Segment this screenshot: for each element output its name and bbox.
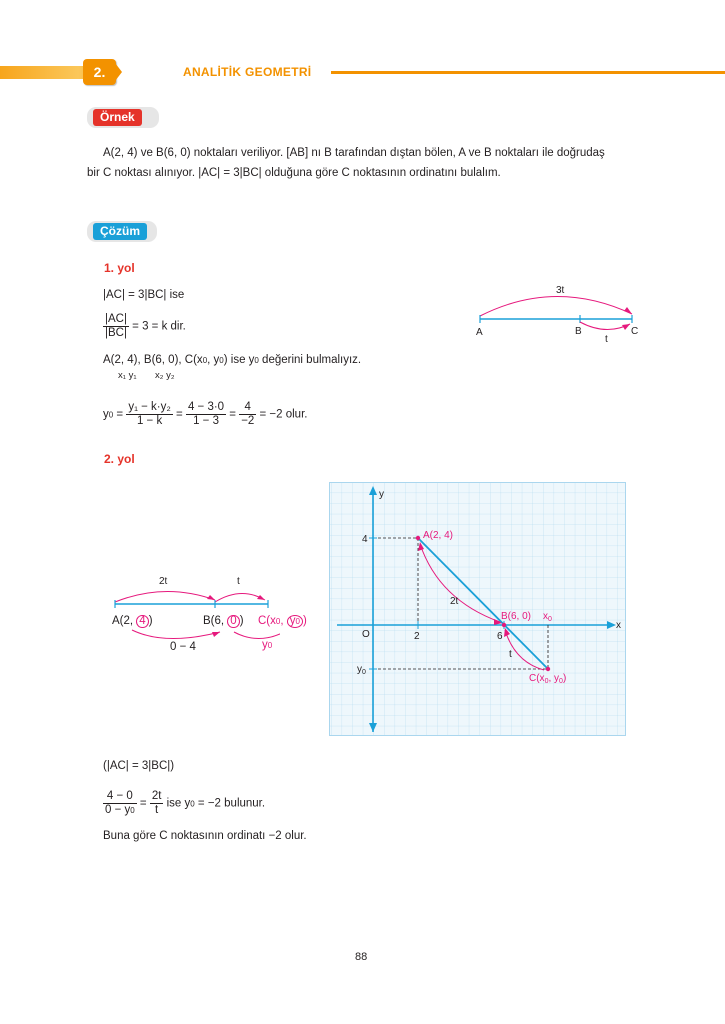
tick-label-x6: 6	[497, 631, 503, 642]
method-1-equation: y0 = $\frac{\text{y₁ − k·y₂}}{1 - k}$ = $\frac{4 - 3\cdot 0}{1 - 3}$ = $\frac{4}{-2}$ = −2 olur.	[103, 401, 308, 427]
method-2-equation: $\frac{4 - 0}{0 - y0}$ = $\frac{2t}{t}$ ise y0 = −2 bulunur.	[105, 790, 266, 816]
segment-diagram-2	[105, 572, 320, 610]
arc-2t-arrow	[207, 595, 215, 600]
coordinate-labels: x₁ y₁ x₂ y₂	[118, 370, 175, 381]
example-badge: Örnek	[93, 109, 142, 126]
graph-label-2t: 2t	[450, 596, 459, 607]
solution-badge: Çözüm	[93, 223, 147, 240]
method-1-title: 1. yol	[104, 261, 135, 275]
method-2-line-1: (|AC| = 3|BC|)	[103, 760, 175, 772]
origin-label: O	[362, 629, 370, 640]
example-badge-wrap	[87, 107, 159, 128]
point-c-dot	[546, 667, 550, 671]
arc-t2	[215, 593, 265, 602]
chapter-title: ANALİTİK GEOMETRİ	[183, 65, 312, 79]
graph-label-t: t	[509, 649, 512, 660]
difference-label: 0 − 4	[170, 641, 196, 653]
arc-2t	[115, 591, 215, 602]
point-b-label: B(6, 0 )	[203, 615, 244, 627]
point-c-label: C(x0, y0 )	[258, 615, 307, 627]
label-t-2: t	[237, 576, 240, 587]
method-2-title: 2. yol	[104, 452, 135, 466]
x-axis-label: x	[616, 620, 621, 631]
tick-label-y0: $y_0$	[357, 664, 366, 676]
tick-label-x2: 2	[414, 631, 420, 642]
method-1-ratio: $\frac{|AC|}{|BC|}$ = 3 = k dir.	[105, 313, 186, 339]
label-c: C	[631, 326, 639, 337]
chapter-number: 2.	[83, 59, 116, 85]
arc-diff-arrow	[212, 632, 220, 637]
example-line-1: A(2, 4) ve B(6, 0) noktaları veriliyor. [AB] nı B tarafından dıştan bölen, A ve B noktaları ile doğrudaş	[103, 147, 605, 159]
label-3t: 3t	[556, 285, 565, 296]
chapter-chevron	[112, 59, 122, 85]
y0-label: y0	[262, 639, 273, 651]
conclusion: Buna göre C noktasının ordinatı −2 olur.	[103, 830, 307, 842]
label-2t: 2t	[159, 576, 168, 587]
graph-x0-label: $x_0$	[543, 611, 552, 623]
graph-point-c-label: $C(x_0$, $y_0$)	[529, 673, 567, 685]
point-a-dot	[416, 536, 420, 540]
ratio-fraction: $\frac{|AC|}{|BC|}$	[105, 313, 127, 339]
arc-t-arrow	[622, 324, 630, 330]
method-1-line-1: |AC| = 3|BC| ise	[103, 289, 185, 301]
point-b-dot	[502, 623, 506, 627]
y-axis-label: y	[379, 489, 384, 500]
circled-0: 0	[227, 615, 239, 628]
header-rule	[331, 71, 725, 74]
label-a: A	[476, 327, 483, 338]
segment-diagram-1	[470, 280, 650, 345]
solution-badge-wrap	[87, 221, 157, 242]
arc-t2-arrow	[257, 595, 265, 600]
arc-diff	[132, 630, 220, 639]
label-t: t	[605, 334, 608, 345]
tick-label-y4: 4	[362, 534, 368, 545]
coordinate-graph	[329, 482, 626, 736]
example-line-2: bir C noktası alınıyor. |AC| = 3|BC| olduğuna göre C noktasının ordinatını bulalım.	[87, 167, 501, 179]
graph-point-a-label: A(2, 4)	[423, 530, 454, 541]
method-1-line-3: A(2, 4), B(6, 0), C(x0, y0) ise y0 değerini bulmalıyız.	[103, 354, 362, 366]
circled-y0: y0	[287, 615, 303, 628]
graph-point-b-label: B(6, 0)	[501, 611, 532, 622]
point-a-label: A(2, 4 )	[112, 615, 153, 627]
arc-3t-arrow	[624, 307, 632, 314]
arc-y0	[234, 630, 280, 639]
page-number: 88	[355, 951, 368, 963]
circled-4: 4	[136, 615, 148, 628]
arc-3t	[480, 296, 632, 316]
label-b: B	[575, 326, 582, 337]
